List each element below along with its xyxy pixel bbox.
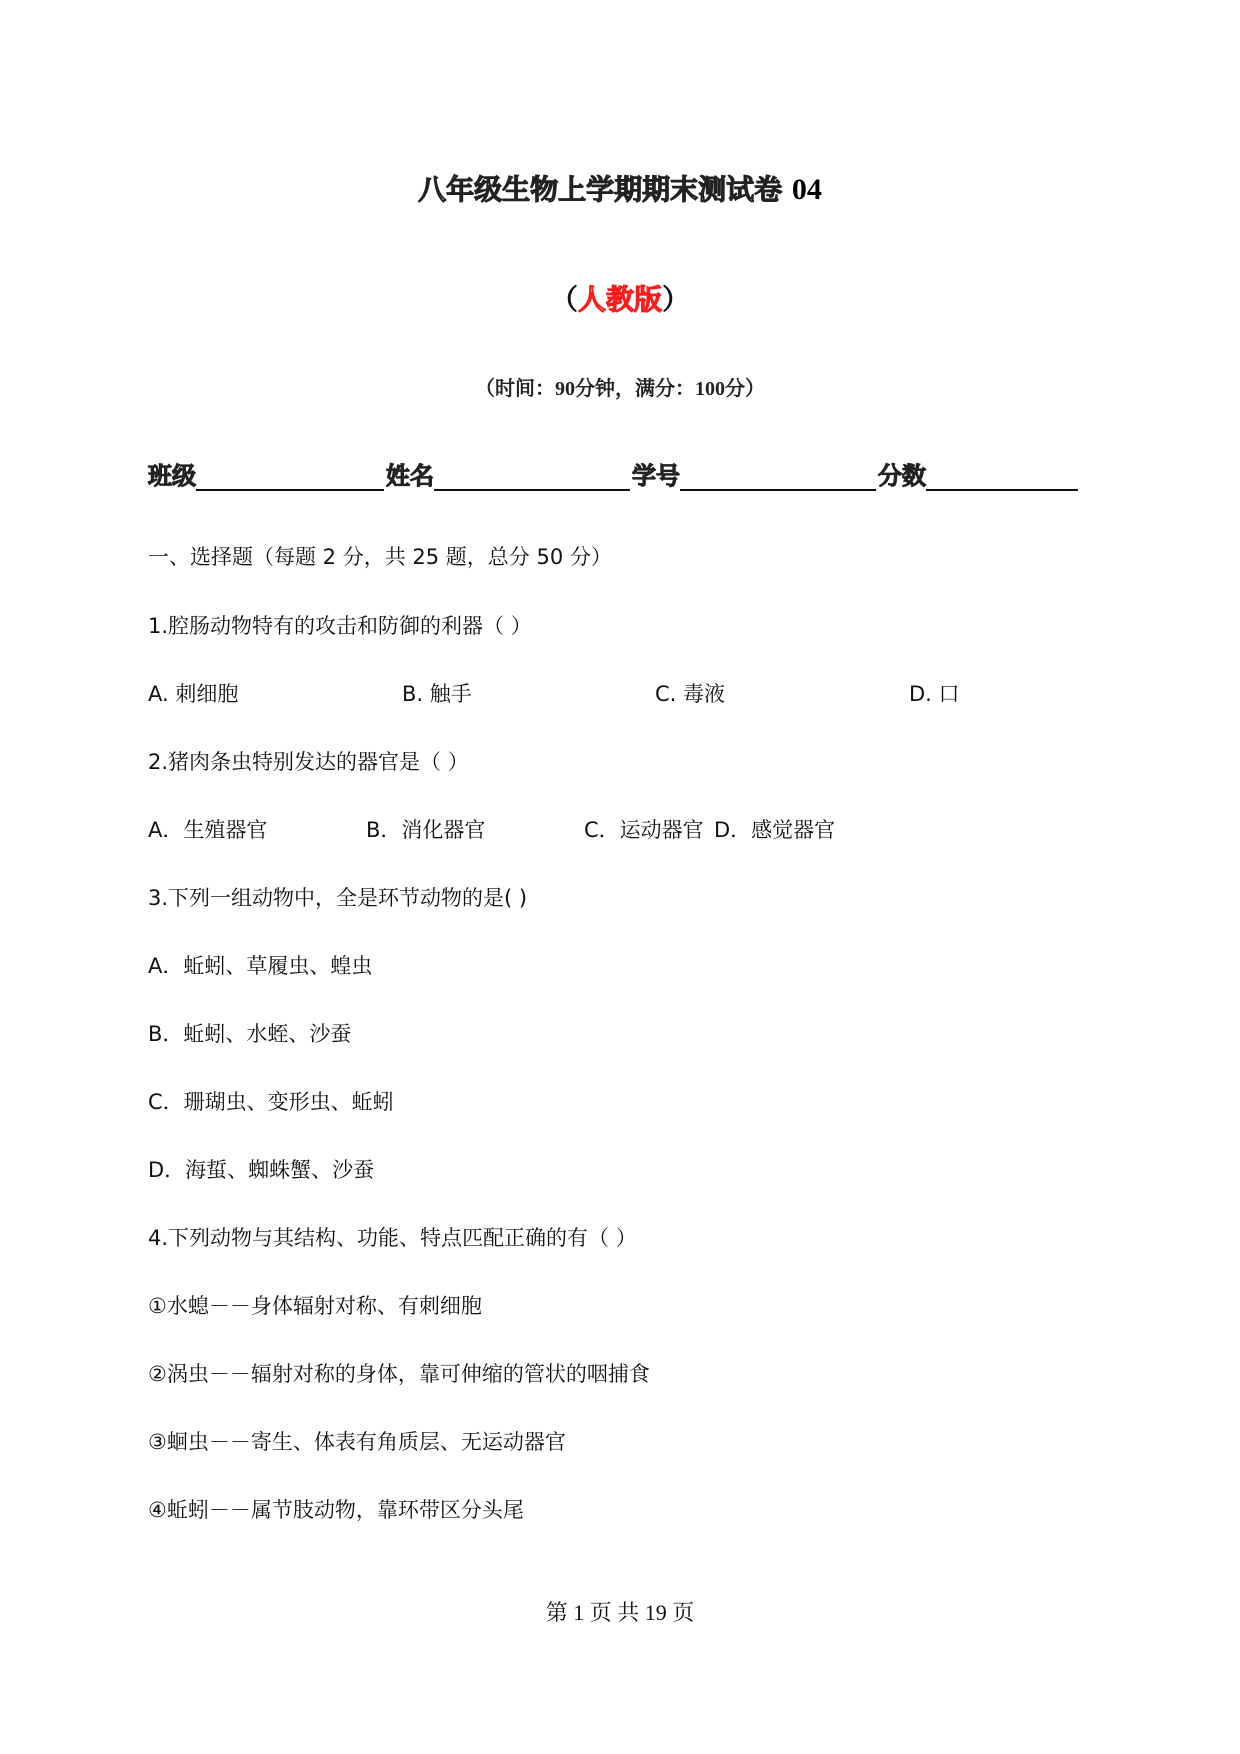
class-blank (196, 467, 384, 491)
question-2-stem: 2.猪肉条虫特别发达的器官是（ ） (148, 750, 469, 774)
question-4-item-2: ②涡虫－－辐射对称的身体，靠可伸缩的管状的咽捕食 (148, 1362, 650, 1386)
question-3-option-a: A．蚯蚓、草履虫、蝗虫 (148, 954, 373, 978)
question-2-option-c: C．运动器官 (584, 818, 704, 842)
question-2-option-a: A．生殖器官 (148, 818, 268, 842)
time-info: （时间：90分钟，满分：100分） (475, 378, 765, 400)
class-label: 班级 (148, 462, 196, 490)
question-1-option-d: D. 口 (909, 682, 960, 706)
student-info-row (148, 456, 1080, 491)
score-label: 分数 (878, 462, 926, 490)
edition-open-paren: （ (549, 283, 578, 316)
name-blank (434, 467, 630, 491)
question-1-option-b: B. 触手 (402, 682, 472, 706)
student-id-label: 学号 (632, 462, 680, 490)
question-4-stem: 4.下列动物与其结构、功能、特点匹配正确的有（ ） (148, 1226, 637, 1250)
edition-close-paren: ） (662, 283, 691, 316)
score-blank (926, 467, 1078, 491)
page-title (0, 168, 1240, 208)
title-number: 04 (791, 173, 822, 206)
question-1-option-a: A. 刺细胞 (148, 682, 239, 706)
student-id-blank (680, 467, 876, 491)
question-2-option-b: B．消化器官 (366, 818, 486, 842)
edition-label (0, 278, 1240, 318)
question-4-item-4: ④蚯蚓－－属节肢动物，靠环带区分头尾 (148, 1498, 524, 1522)
question-3-option-b: B．蚯蚓、水蛭、沙蚕 (148, 1022, 352, 1046)
question-4-item-3: ③蛔虫－－寄生、体表有角质层、无运动器官 (148, 1430, 566, 1454)
page-footer: 第 1 页 共 19 页 (545, 1600, 695, 1625)
section-heading: 一、选择题（每题 2 分，共 25 题，总分 50 分） (148, 545, 612, 569)
question-1-option-c: C. 毒液 (655, 682, 726, 706)
question-4-item-1: ①水螅－－身体辐射对称、有刺细胞 (148, 1294, 482, 1318)
question-3-stem: 3.下列一组动物中，全是环节动物的是( ) (148, 886, 528, 910)
name-label: 姓名 (386, 462, 434, 490)
question-3-option-d: D．海蜇、蜘蛛蟹、沙蚕 (148, 1158, 375, 1182)
edition-text: 人教版 (577, 283, 662, 316)
question-3-option-c: C．珊瑚虫、变形虫、蚯蚓 (148, 1090, 394, 1114)
question-1-stem: 1.腔肠动物特有的攻击和防御的利器（ ） (148, 614, 532, 638)
title-text: 八年级生物上学期期末测试卷 (418, 173, 783, 206)
question-2-option-d: D．感觉器官 (714, 818, 836, 842)
